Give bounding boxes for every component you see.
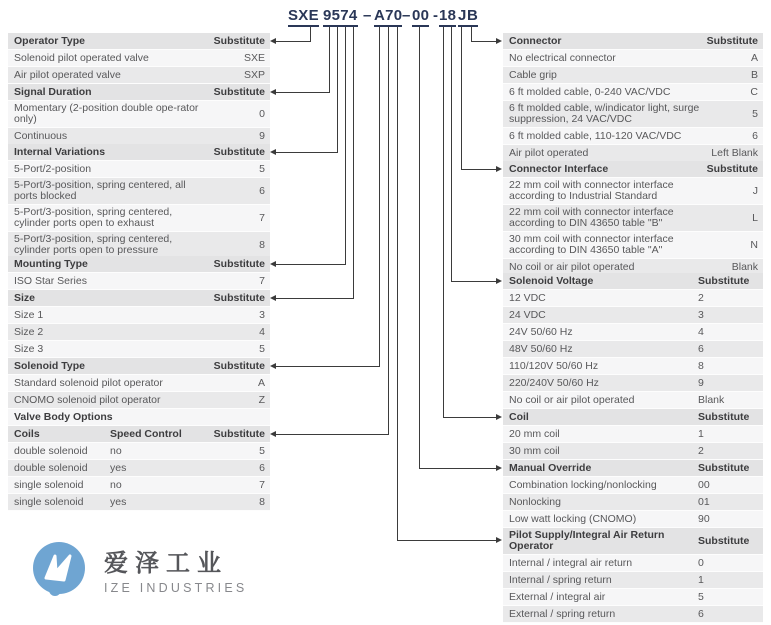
cell-label: 5-Port/3-position, spring centered, cylinder ports open to exhaust: [14, 206, 173, 229]
cell-substitute-value: N: [750, 238, 758, 251]
table-row: [8, 477, 270, 494]
table-row: [8, 67, 270, 84]
cell-label: Size: [14, 291, 36, 304]
arrow-left-icon: [270, 261, 276, 267]
cell-speed-control: yes: [110, 461, 127, 474]
arrow-right-icon: [496, 278, 502, 284]
connector-line: [379, 27, 380, 366]
cell-substitute-value: 90: [698, 512, 710, 525]
cell-substitute-value: 8: [259, 238, 265, 251]
cell-label: Nonlocking: [509, 495, 561, 508]
cell-label: Size 1: [14, 308, 44, 321]
cell-substitute-value: 5: [752, 107, 758, 120]
connector-line: [471, 27, 472, 41]
table-header-row: [503, 528, 763, 555]
cell-label: 20 mm coil: [509, 427, 560, 440]
cell-label: Combination locking/nonlocking: [509, 478, 657, 491]
cell-substitute-value: 4: [698, 325, 704, 338]
cell-substitute-value: Blank: [731, 260, 758, 273]
table-row: [503, 375, 763, 392]
lookup-table: [8, 409, 270, 511]
connector-line: [461, 27, 462, 169]
connector-line: [329, 27, 330, 92]
table-row: [8, 443, 270, 460]
cell-label: 12 VDC: [509, 291, 546, 304]
ize-logo-icon: [28, 538, 90, 600]
table-header-row: [503, 161, 763, 178]
connector-line: [276, 434, 389, 435]
cell-substitute-value: Substitute: [213, 257, 265, 270]
table-row: [503, 511, 763, 528]
table-row: [503, 426, 763, 443]
table-row: [503, 443, 763, 460]
connector-line: [353, 27, 354, 298]
part-number-segment: 00: [412, 7, 429, 27]
lookup-table: [503, 460, 763, 528]
table-row: [8, 161, 270, 178]
cell-speed-control: no: [110, 444, 122, 457]
cell-label: Coil: [509, 410, 529, 423]
cell-substitute-value: Substitute: [213, 145, 265, 158]
cell-label: 22 mm coil with connector interface according to Industrial Standard: [509, 179, 674, 202]
table-row: [503, 205, 763, 232]
table-row: [503, 341, 763, 358]
cell-substitute-value: 5: [259, 162, 265, 175]
cell-substitute-value: 7: [259, 274, 265, 287]
cell-label: Operator Type: [14, 34, 85, 47]
table-row: [503, 392, 763, 409]
logo-english-name: IZE INDUSTRIES: [104, 581, 248, 595]
cell-substitute-value: 01: [698, 495, 710, 508]
table-header-row: [8, 358, 270, 375]
lookup-table: [8, 358, 270, 409]
cell-label: Air pilot operated: [509, 146, 589, 159]
cell-substitute-value: 9: [259, 129, 265, 142]
connector-line: [443, 417, 496, 418]
part-number-segment: 18: [439, 7, 456, 27]
lookup-table: [503, 33, 763, 162]
connector-line: [310, 27, 311, 41]
cell-substitute-value: 0: [259, 107, 265, 120]
cell-label: External / spring return: [509, 607, 616, 620]
table-row: [503, 128, 763, 145]
cell-substitute-value: 7: [259, 478, 265, 491]
cell-substitute-value: Substitute: [698, 534, 750, 547]
cell-substitute-value: 6: [259, 184, 265, 197]
arrow-left-icon: [270, 431, 276, 437]
table-row: [8, 205, 270, 232]
lookup-table: [8, 33, 270, 84]
table-row: [8, 494, 270, 511]
table-row: [8, 273, 270, 290]
part-number-segment: –: [363, 7, 372, 24]
cell-substitute-value: 9: [698, 376, 704, 389]
cell-label: 5-Port/3-position, spring centered, cylinder ports open to pressure: [14, 233, 173, 256]
cell-substitute-value: 6: [698, 607, 704, 620]
table-header-row: [503, 409, 763, 426]
cell-label: Air pilot operated valve: [14, 68, 121, 81]
cell-substitute-value: Substitute: [213, 427, 265, 440]
arrow-left-icon: [270, 295, 276, 301]
part-number-segment: –: [402, 7, 411, 24]
logo-chinese-name: 爱泽工业: [104, 550, 228, 577]
lookup-table: [8, 256, 270, 290]
table-row: [8, 50, 270, 67]
cell-substitute-value: 6: [259, 461, 265, 474]
cell-substitute-value: 2: [698, 444, 704, 457]
cell-label: Size 2: [14, 325, 44, 338]
table-row: [503, 290, 763, 307]
connector-line: [276, 264, 346, 265]
cell-label: Signal Duration: [14, 85, 92, 98]
cell-substitute-value: 3: [259, 308, 265, 321]
cell-label: No coil or air pilot operated: [509, 393, 635, 406]
cell-substitute-value: 3: [698, 308, 704, 321]
connector-line: [276, 41, 311, 42]
cell-label: 5-Port/3-position, spring centered, all ports blocked: [14, 179, 186, 202]
table-header-row: [503, 33, 763, 50]
table-row: [503, 494, 763, 511]
connector-line: [276, 366, 380, 367]
table-row: [8, 460, 270, 477]
table-row: [503, 606, 763, 623]
cell-substitute-value: Blank: [698, 393, 725, 406]
arrow-left-icon: [270, 89, 276, 95]
connector-line: [451, 27, 452, 281]
lookup-table: [503, 161, 763, 276]
cell-label: Solenoid Voltage: [509, 274, 594, 287]
arrow-right-icon: [496, 537, 502, 543]
cell-label: 48V 50/60 Hz: [509, 342, 573, 355]
connector-line: [337, 27, 338, 152]
connector-line: [276, 152, 338, 153]
part-number-segment: SXE: [288, 7, 319, 27]
cell-label: Continuous: [14, 129, 68, 142]
cell-substitute-value: Left Blank: [711, 146, 758, 159]
part-number-segment: A70: [374, 7, 402, 27]
cell-label: Manual Override: [509, 461, 592, 474]
cell-label: Internal / spring return: [509, 573, 612, 586]
table-row: [8, 178, 270, 205]
table-row: [503, 477, 763, 494]
table-row: [503, 358, 763, 375]
cell-label: 6 ft molded cable, w/indicator light, surge suppression, 24 VAC/VDC: [509, 102, 700, 125]
table-row: [503, 101, 763, 128]
arrow-left-icon: [270, 149, 276, 155]
cell-label: Connector: [509, 34, 562, 47]
cell-label: Solenoid Type: [14, 359, 85, 372]
cell-label: Cable grip: [509, 68, 557, 81]
cell-label: 110/120V 50/60 Hz: [509, 359, 599, 372]
cell-coils: double solenoid: [14, 461, 88, 474]
connector-line: [276, 92, 330, 93]
cell-substitute-value: B: [750, 68, 758, 81]
logo-text: [104, 543, 247, 595]
cell-substitute-value: J: [752, 184, 758, 197]
lookup-table: [8, 144, 270, 259]
part-number-segment: J: [458, 7, 467, 27]
cell-label: 30 mm coil: [509, 444, 560, 457]
table-row: [8, 392, 270, 409]
cell-label: Solenoid pilot operated valve: [14, 51, 149, 64]
cell-label: Standard solenoid pilot operator: [14, 376, 163, 389]
table-row: [503, 555, 763, 572]
cell-label: 30 mm coil with connector interface according to DIN 43650 table "A": [509, 233, 674, 256]
table-row: [503, 145, 763, 162]
lookup-table: [503, 409, 763, 460]
cell-label: 24 VDC: [509, 308, 546, 321]
connector-line: [443, 27, 444, 417]
connector-line: [345, 27, 346, 264]
cell-substitute-value: L: [752, 211, 758, 224]
table-row: [8, 232, 270, 259]
connector-line: [397, 540, 496, 541]
cell-speed-control: yes: [110, 495, 127, 508]
table-row: [8, 101, 270, 128]
table-header-row: [8, 290, 270, 307]
cell-label: 220/240V 50/60 Hz: [509, 376, 599, 389]
table-header-row: [8, 256, 270, 273]
table-row: [8, 324, 270, 341]
cell-substitute-value: SXE: [243, 51, 265, 64]
lookup-table: [8, 290, 270, 358]
cell-label: Low watt locking (CNOMO): [509, 512, 637, 525]
arrow-left-icon: [270, 363, 276, 369]
cell-substitute-value: Substitute: [706, 34, 758, 47]
cell-coils: Coils: [14, 427, 40, 440]
table-row: [503, 232, 763, 259]
cell-substitute-value: SXP: [243, 68, 265, 81]
cell-substitute-value: Substitute: [698, 461, 750, 474]
table-header-row: [8, 84, 270, 101]
cell-coils: single solenoid: [14, 478, 84, 491]
table-header-row: [8, 144, 270, 161]
cell-substitute-value: Z: [258, 393, 265, 406]
cell-label: Connector Interface: [509, 162, 609, 175]
cell-substitute-value: 00: [698, 478, 710, 491]
connector-line: [276, 298, 354, 299]
cell-substitute-value: Substitute: [706, 162, 758, 175]
cell-label: Momentary (2-position double ope-rator only): [14, 102, 199, 125]
connector-line: [397, 27, 398, 540]
cell-substitute-value: 0: [698, 556, 704, 569]
cell-label: 22 mm coil with connector interface according to DIN 43650 table "B": [509, 206, 674, 229]
cell-label: Size 3: [14, 342, 44, 355]
cell-label: Pilot Supply/Integral Air Return Operator: [509, 529, 665, 552]
part-number-segment: 9574: [323, 7, 358, 27]
cell-substitute-value: Substitute: [213, 291, 265, 304]
cell-substitute-value: 4: [259, 325, 265, 338]
cell-substitute-value: Substitute: [213, 34, 265, 47]
connector-line: [471, 41, 496, 42]
table-row: [503, 572, 763, 589]
table-row: [503, 84, 763, 101]
table-row: [8, 375, 270, 392]
connector-line: [419, 27, 420, 468]
cell-label: 24V 50/60 Hz: [509, 325, 573, 338]
table-row: [503, 178, 763, 205]
table-header-row: [503, 460, 763, 477]
table-row: [8, 341, 270, 358]
cell-label: 6 ft molded cable, 0-240 VAC/VDC: [509, 85, 671, 98]
cell-substitute-value: 8: [259, 495, 265, 508]
cell-substitute-value: 8: [698, 359, 704, 372]
cell-substitute-value: 5: [698, 590, 704, 603]
cell-substitute-value: A: [750, 51, 758, 64]
logo: [28, 538, 247, 600]
cell-label: 6 ft molded cable, 110-120 VAC/VDC: [509, 129, 682, 142]
cell-coils: single solenoid: [14, 495, 84, 508]
cell-substitute-value: A: [257, 376, 265, 389]
cell-label: Internal / integral air return: [509, 556, 633, 569]
lookup-table: [8, 84, 270, 145]
cell-substitute-value: Substitute: [698, 410, 750, 423]
cell-coils: double solenoid: [14, 444, 88, 457]
cell-label: 5-Port/2-position: [14, 162, 92, 175]
lookup-table: [503, 273, 763, 409]
arrow-right-icon: [496, 414, 502, 420]
cell-label: Internal Variations: [14, 145, 106, 158]
cell-substitute-value: 1: [698, 573, 704, 586]
cell-label: ISO Star Series: [14, 274, 87, 287]
cell-label: No coil or air pilot operated: [509, 260, 635, 273]
table-row: [503, 67, 763, 84]
cell-label: External / integral air: [509, 590, 606, 603]
arrow-right-icon: [496, 38, 502, 44]
table-row: [8, 307, 270, 324]
connector-line: [388, 27, 389, 434]
cell-substitute-value: 5: [259, 342, 265, 355]
table-header-row: [503, 273, 763, 290]
cell-label: Mounting Type: [14, 257, 88, 270]
arrow-right-icon: [496, 465, 502, 471]
lookup-table: [503, 528, 763, 623]
connector-line: [451, 281, 496, 282]
cell-substitute-value: Substitute: [698, 274, 750, 287]
cell-substitute-value: 5: [259, 444, 265, 457]
table-header-row: [8, 426, 270, 443]
table-row: [503, 324, 763, 341]
part-number-segment: -: [433, 7, 439, 24]
cell-speed-control: Speed Control: [110, 427, 182, 440]
cell-substitute-value: Substitute: [213, 359, 265, 372]
cell-label: No electrical connector: [509, 51, 616, 64]
table-row: [8, 128, 270, 145]
cell-substitute-value: 6: [698, 342, 704, 355]
cell-substitute-value: 7: [259, 211, 265, 224]
cell-substitute-value: Substitute: [213, 85, 265, 98]
table-header-row: [8, 409, 270, 426]
arrow-left-icon: [270, 38, 276, 44]
connector-line: [419, 468, 496, 469]
cell-substitute-value: 2: [698, 291, 704, 304]
part-number-segment: B: [467, 7, 478, 27]
cell-substitute-value: 6: [752, 129, 758, 142]
cell-speed-control: no: [110, 478, 122, 491]
connector-line: [461, 169, 496, 170]
cell-substitute-value: 1: [698, 427, 704, 440]
table-row: [503, 307, 763, 324]
cell-substitute-value: C: [750, 85, 758, 98]
table-row: [503, 589, 763, 606]
table-row: [503, 50, 763, 67]
arrow-right-icon: [496, 166, 502, 172]
cell-label: CNOMO solenoid pilot operator: [14, 393, 161, 406]
cell-label: Valve Body Options: [14, 410, 113, 423]
table-header-row: [8, 33, 270, 50]
